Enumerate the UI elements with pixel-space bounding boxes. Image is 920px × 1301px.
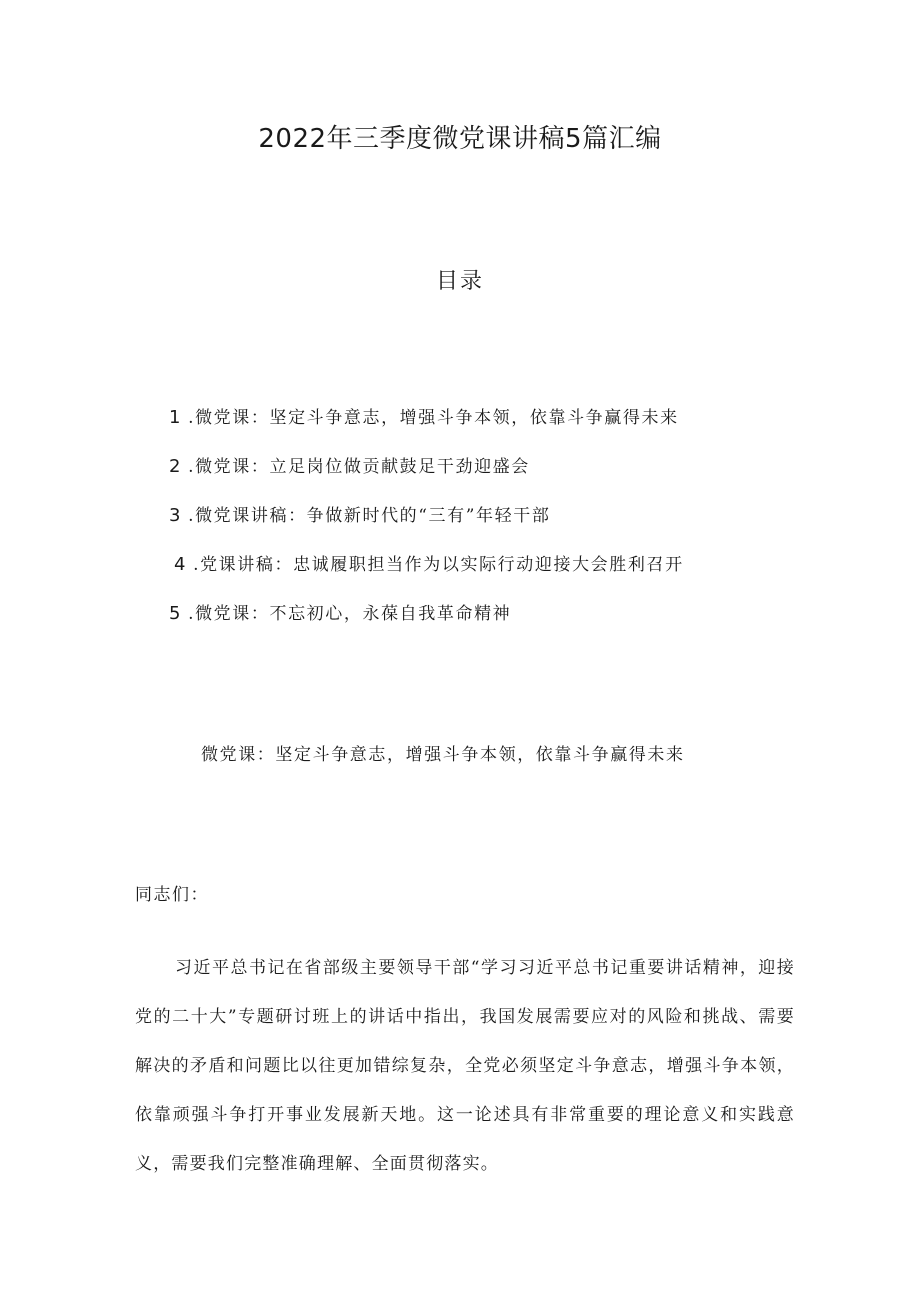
toc-item[interactable] (169, 550, 684, 599)
toc-heading: 目录 (435, 269, 484, 294)
toc-item-text: .微党课：坚定斗争意志，增强斗争本领，依靠斗争赢得未来 (188, 408, 679, 428)
document-title: 2022年三季度微党课讲稿5篇汇编 (258, 124, 662, 154)
toc-item-number: 5 (169, 603, 183, 624)
toc-item-text: .微党课讲稿：争做新时代的“三有”年轻干部 (188, 506, 551, 526)
toc-item-number: 4 (174, 554, 188, 575)
toc-item-number: 2 (169, 456, 183, 477)
toc-item-text: .微党课：立足岗位做贡献鼓足干劲迎盛会 (188, 457, 530, 477)
salutation: 同志们： (135, 885, 209, 905)
toc-item-number: 3 (169, 505, 183, 526)
toc-item-text: .党课讲稿：忠诚履职担当作为以实际行动迎接大会胜利召开 (193, 555, 684, 575)
toc-item-text: .微党课：不忘初心，永葆自我革命精神 (188, 604, 512, 624)
section-heading: 微党课：坚定斗争意志，增强斗争本领，依靠斗争赢得未来 (201, 745, 685, 765)
toc-item-number: 1 (169, 407, 183, 428)
table-of-contents (169, 403, 684, 648)
toc-item[interactable] (169, 501, 684, 550)
body-paragraph: 习近平总书记在省部级主要领导干部“学习习近平总书记重要讲话精神，迎接党的二十大”专题研讨班上的讲话中指出，我国发展需要应对的风险和挑战、需要解决的矛盾和问题比以往更加错综复杂，全党必须坚定斗争意志，增强斗争本领，依靠顽强斗争打开事业发展新天地。这一论述具有非常重要的理论意义和实践意义，需要我们完整准确理解、全面贯彻落实。 (135, 958, 795, 1174)
toc-item[interactable] (169, 403, 684, 452)
toc-item[interactable] (169, 599, 684, 648)
toc-item[interactable] (169, 452, 684, 501)
